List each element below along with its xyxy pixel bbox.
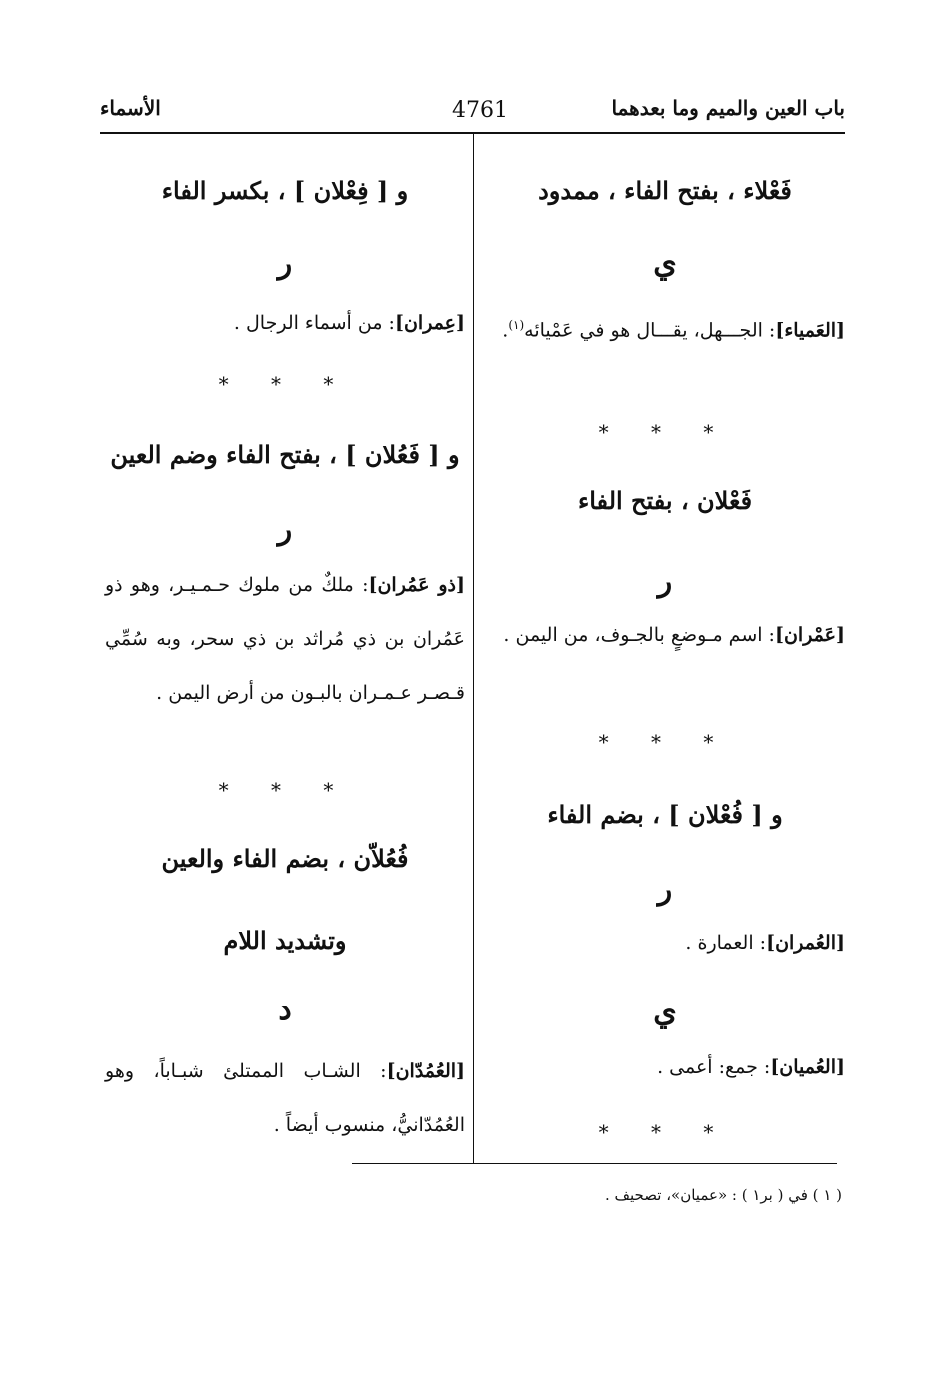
footnote-ref: (١) — [508, 318, 525, 332]
headword: [عَمْران] — [774, 624, 845, 646]
root-letter: ر — [657, 564, 673, 599]
pattern-heading: و [ فِعْلان ] ، بكسر الفاء — [161, 176, 409, 205]
entry-text: : الجـــهل، يقـــال هو في عَمْيائه — [524, 319, 776, 342]
entry-text: : ملكٌ من ملوك حـمـيـر، وهو ذو عَمُران بن ذي مُراثد بن ذي سحر، وبه سُمِّي قـصـر عـمـران بالبـون من أرض اليمن . — [105, 574, 465, 704]
page-number: 4761 — [452, 98, 508, 123]
separator-stars: * * * — [598, 420, 732, 444]
root-letter: ر — [277, 512, 293, 547]
entry-text: : الشـاب الممتلئ شبـاباً، وهو العُمُدّانيُّ، منسوب أيضاً . — [105, 1060, 465, 1136]
pattern-heading: فَعْلاء ، بفتح الفاء ، ممدود — [538, 176, 792, 205]
section-title: الأسماء — [100, 96, 161, 120]
separator-stars: * * * — [598, 1120, 732, 1144]
headword: [عِمران] — [394, 312, 465, 334]
column-divider — [473, 133, 474, 1163]
separator-stars: * * * — [218, 372, 352, 396]
pattern-heading: و [ فَعُلان ] ، بفتح الفاء وضم العين — [110, 440, 460, 469]
entry-text: : العمارة . — [685, 932, 767, 954]
root-letter: ر — [657, 872, 673, 907]
root-letter: ي — [653, 994, 677, 1029]
root-letter: ي — [653, 246, 677, 281]
root-letter: ر — [277, 246, 293, 281]
footnote: ( ١ ) في ( بر١ ) : «عميان»، تصحيف . — [604, 1186, 842, 1204]
pattern-heading-cont: وتشديد اللام — [223, 926, 347, 955]
entry — [485, 608, 845, 662]
entry — [105, 558, 465, 720]
entry — [485, 1040, 845, 1094]
entry — [485, 298, 845, 357]
running-header — [100, 96, 845, 132]
chapter-title: باب العين والميم وما بعدهما — [611, 96, 845, 120]
headword: [العُميان] — [770, 1056, 845, 1078]
separator-stars: * * * — [598, 730, 732, 754]
entry — [105, 1044, 465, 1152]
entry — [105, 296, 465, 350]
separator-stars: * * * — [218, 778, 352, 802]
pattern-heading: و [ فُعْلان ] ، بضم الفاء — [547, 800, 783, 829]
entry-end: . — [502, 319, 509, 342]
entry-text: : من أسماء الرجال . — [233, 312, 395, 334]
headword: [العُمُدّان] — [386, 1060, 465, 1082]
entry — [485, 916, 845, 970]
pattern-heading: فُعُلاّن ، بضم الفاء والعين — [161, 844, 409, 873]
entry-text: : اسم مـوضعٍ بالجـوف، من اليمن . — [503, 624, 775, 646]
pattern-heading: فَعْلان ، بفتح الفاء — [577, 486, 753, 515]
headword: [العُمران] — [766, 932, 845, 954]
headword: [العَمياء] — [775, 319, 845, 342]
entry-text: : جمع: أعمى . — [657, 1056, 771, 1078]
root-letter: د — [278, 992, 292, 1027]
footnote-rule — [352, 1163, 837, 1164]
headword: [ذو عَمُران] — [368, 574, 465, 596]
